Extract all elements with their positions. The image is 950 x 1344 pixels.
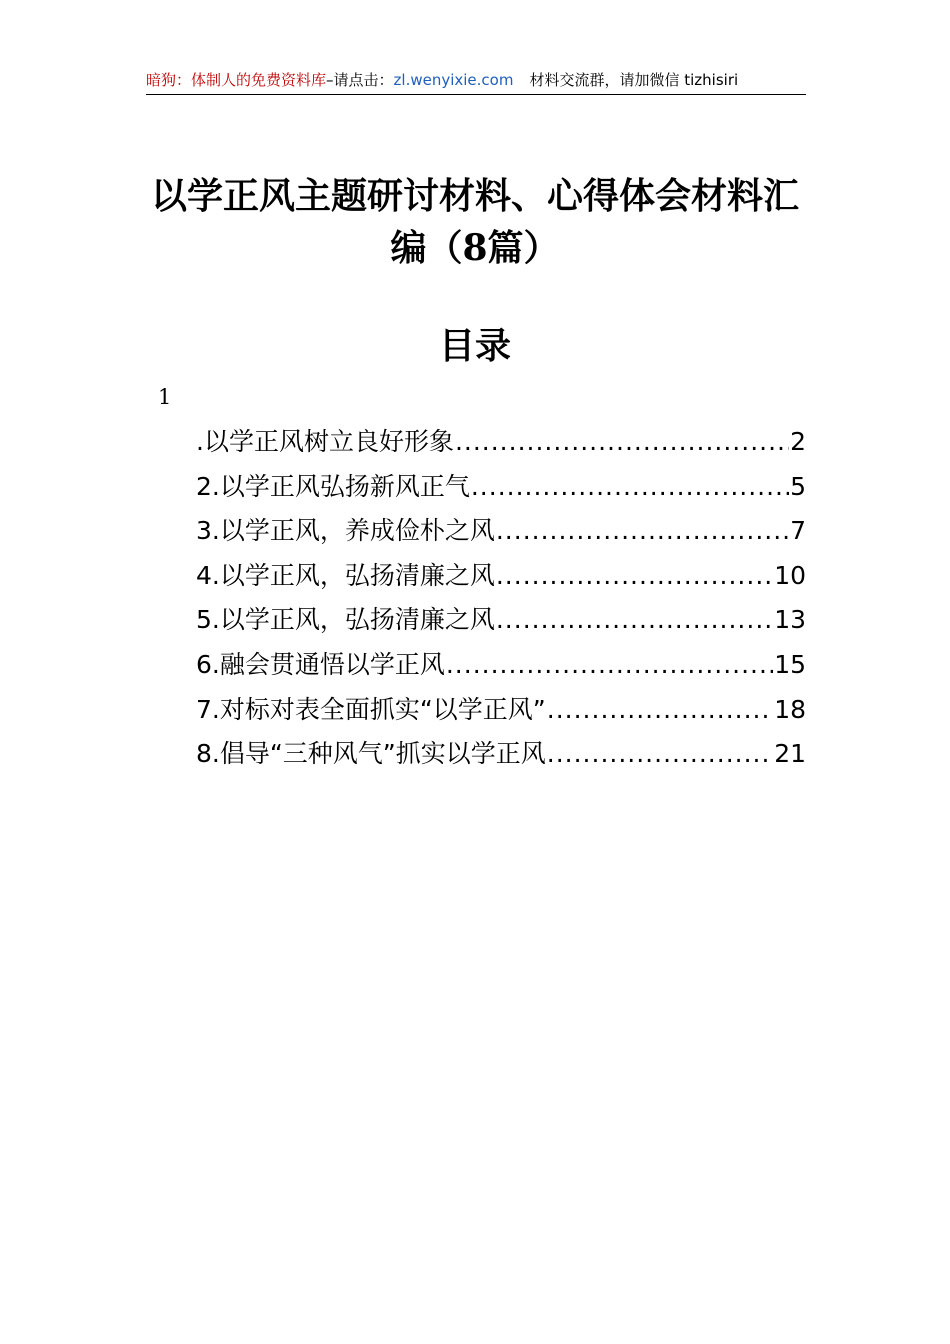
toc-entry[interactable] bbox=[196, 554, 806, 599]
toc-entry-page: 13 bbox=[774, 605, 806, 635]
toc-entry-label: 5.以学正风，弘扬清廉之风 bbox=[196, 605, 495, 635]
document-title-line-2: 编（8篇） bbox=[390, 227, 560, 269]
toc-entry[interactable] bbox=[196, 509, 806, 554]
page-header bbox=[146, 70, 806, 95]
toc-entry-page: 10 bbox=[774, 560, 806, 590]
toc-entry-label: 4.以学正风，弘扬清廉之风 bbox=[196, 560, 495, 590]
table-of-contents bbox=[196, 420, 806, 777]
document-title-line-1: 以学正风主题研讨材料、心得体会材料汇 bbox=[150, 175, 799, 217]
toc-leader-dots bbox=[496, 554, 773, 598]
toc-entry[interactable] bbox=[196, 643, 806, 688]
toc-entry[interactable] bbox=[196, 420, 806, 465]
toc-leader-dots bbox=[496, 509, 789, 553]
toc-leader-dots bbox=[547, 688, 773, 732]
toc-entry-page: 21 bbox=[774, 739, 806, 769]
toc-entry-label: 6.融会贯通悟以学正风 bbox=[196, 649, 445, 679]
toc-entry-page: 15 bbox=[774, 649, 806, 679]
toc-leader-dots bbox=[496, 598, 773, 642]
toc-leader-dots bbox=[446, 643, 773, 687]
toc-entry[interactable] bbox=[196, 732, 806, 777]
toc-entry-page: 18 bbox=[774, 694, 806, 724]
toc-leader-dots bbox=[547, 732, 773, 776]
toc-heading: 目录 bbox=[438, 325, 511, 367]
toc-entry-page: 5 bbox=[790, 471, 806, 501]
toc-entry-label: 3.以学正风，养成俭朴之风 bbox=[196, 516, 495, 546]
header-promo-text: 暗狗：体制人的免费资料库 bbox=[146, 71, 327, 89]
toc-entry[interactable] bbox=[196, 465, 806, 510]
toc-entry-label: 8.倡导“三种风气”抓实以学正风 bbox=[196, 739, 546, 769]
toc-entry[interactable] bbox=[196, 688, 806, 733]
toc-leader-dots bbox=[471, 465, 789, 509]
toc-entry-label: .以学正风树立良好形象 bbox=[196, 427, 454, 456]
toc-entry-label: 2.以学正风弘扬新风正气 bbox=[196, 471, 470, 501]
toc-entry[interactable] bbox=[196, 598, 806, 643]
header-site-link[interactable]: zl.wenyixie.com bbox=[393, 71, 514, 89]
toc-leader-dots bbox=[455, 420, 789, 464]
header-group-text: 材料交流群，请加微信 tizhisiri bbox=[529, 71, 739, 89]
toc-entry-label: 7.对标对表全面抓实“以学正风” bbox=[196, 694, 546, 724]
toc-stray-number: 1 bbox=[158, 385, 172, 409]
header-click-text: –请点击： bbox=[326, 71, 394, 89]
toc-entry-page: 7 bbox=[790, 516, 806, 546]
toc-entry-page: 2 bbox=[790, 427, 806, 456]
